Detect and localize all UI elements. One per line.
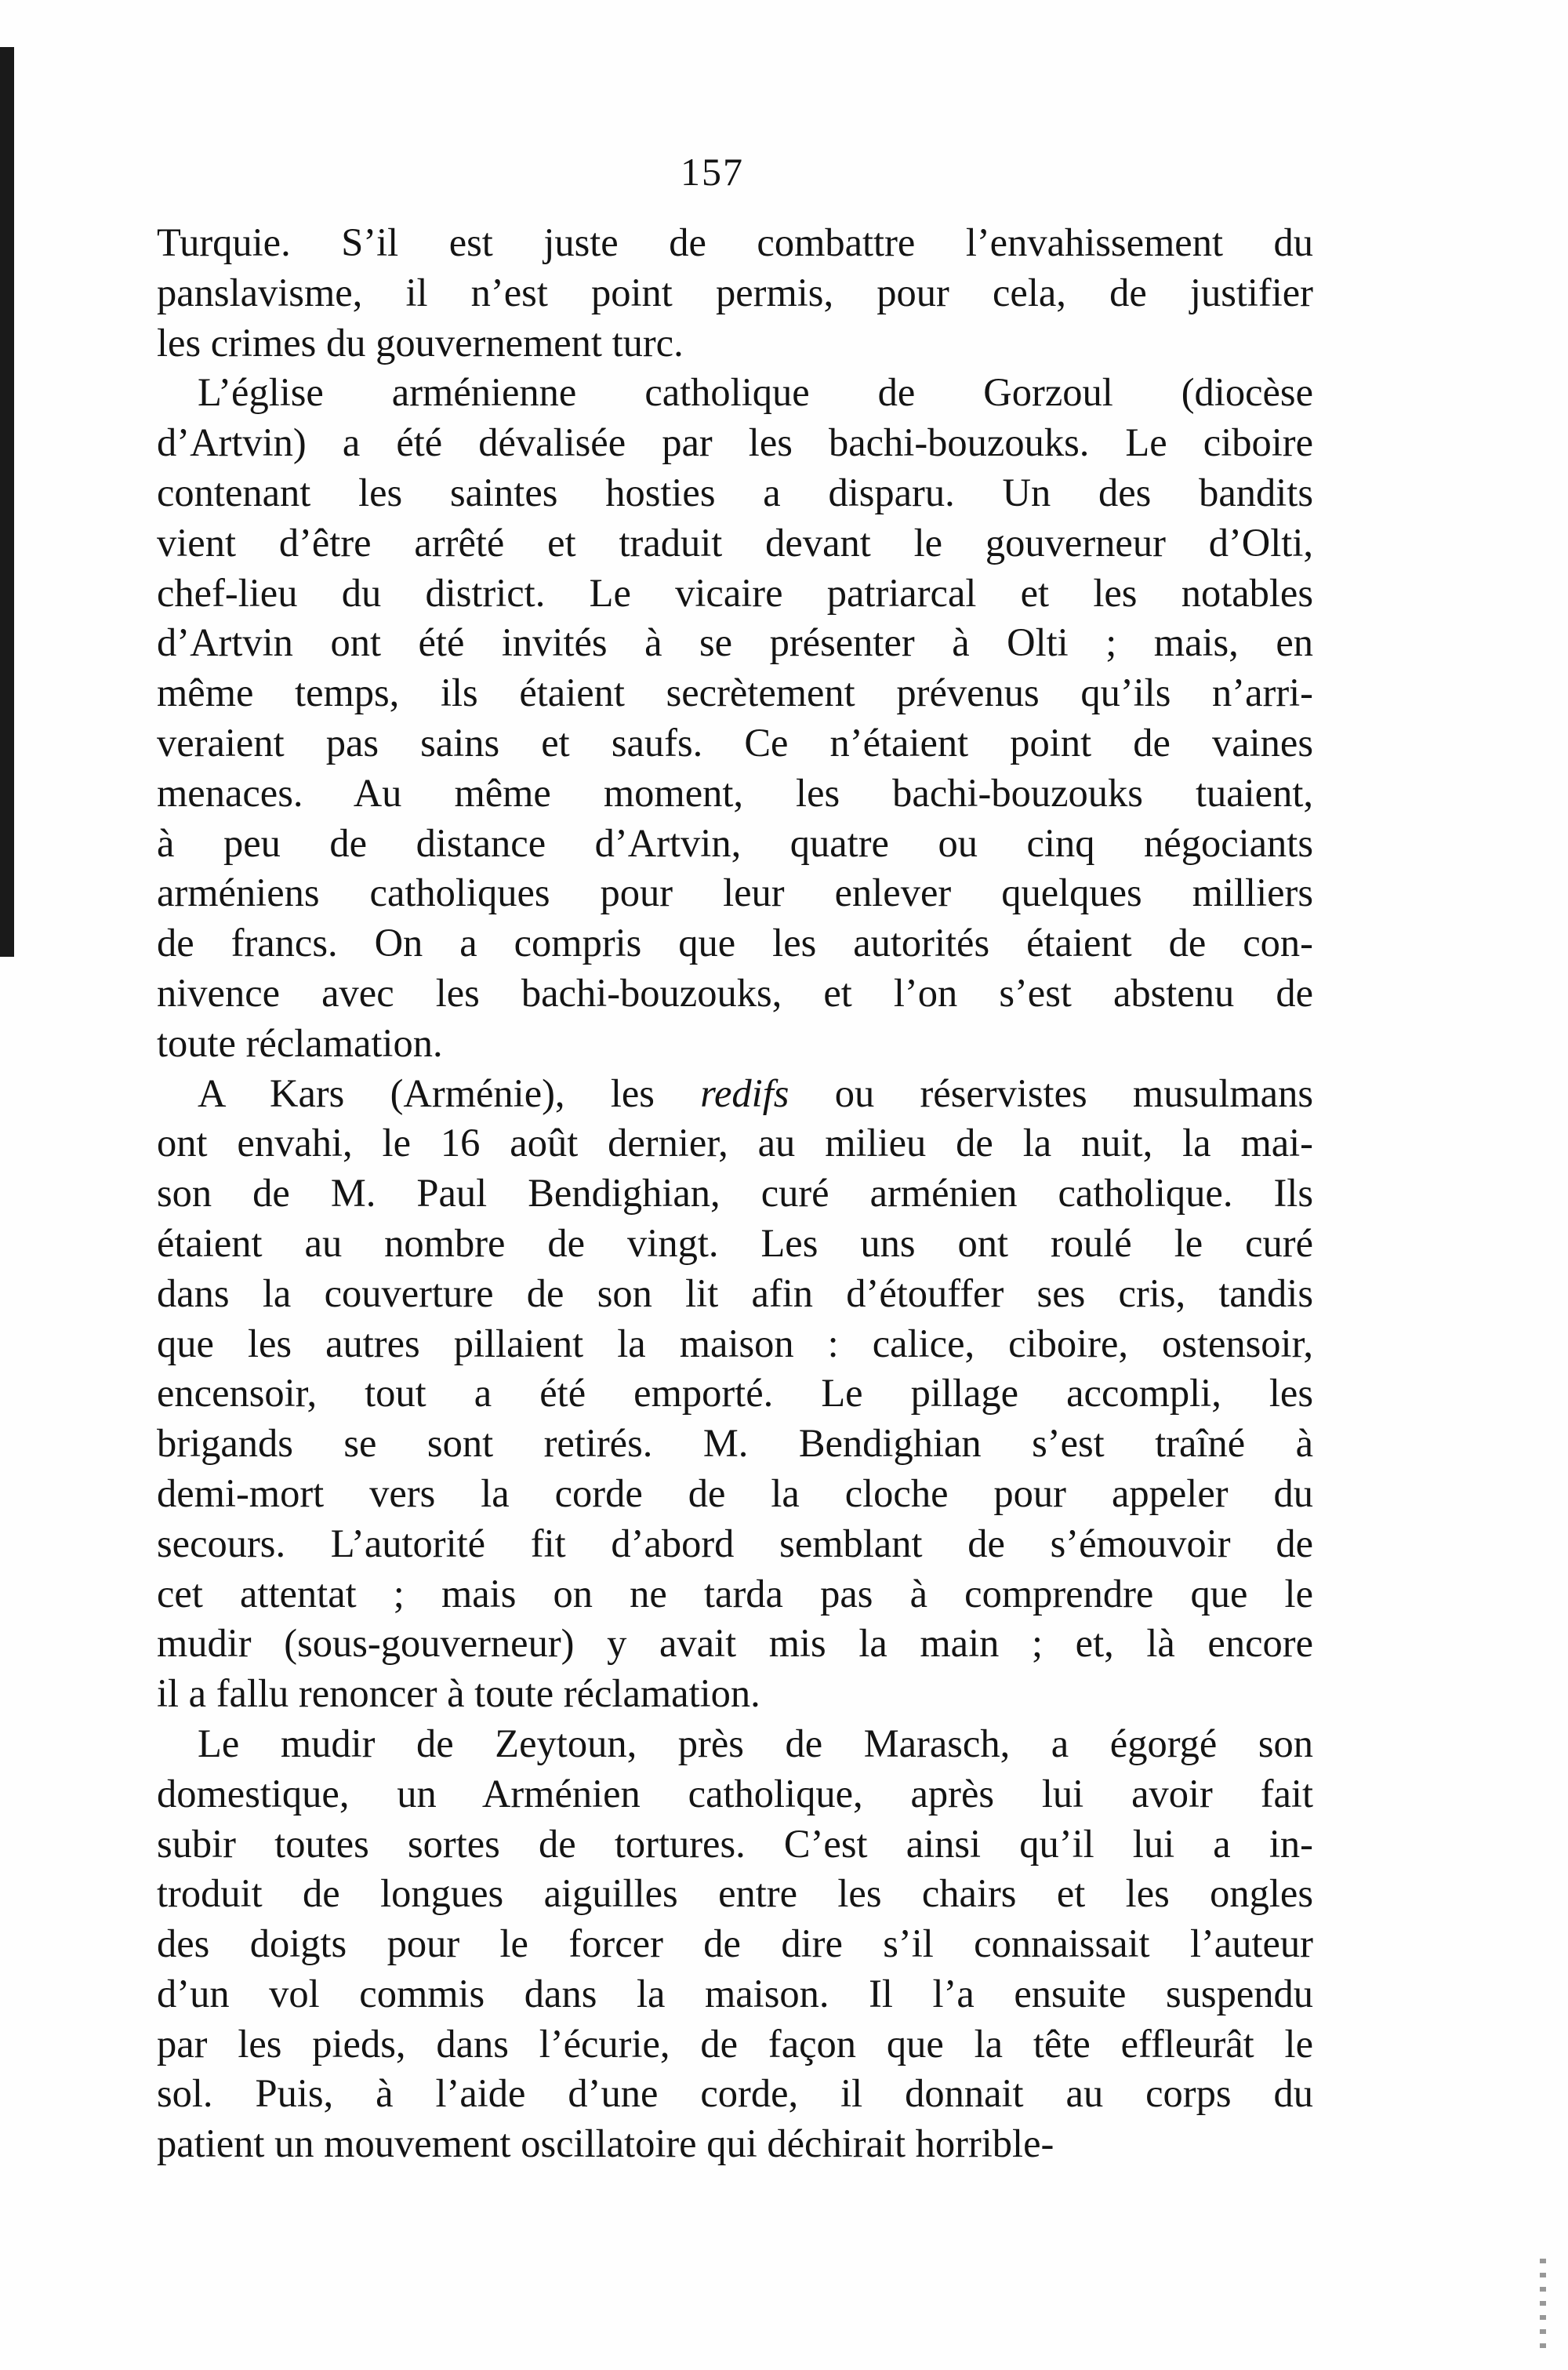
text-line (157, 1369, 1313, 1419)
paragraph (157, 1069, 1313, 1719)
text-run: brigands se sont retirés. M. Bendighian s’est traîné à (157, 1421, 1313, 1466)
text-line (157, 918, 1313, 969)
text-line (157, 318, 1313, 369)
text-line (157, 1619, 1313, 1669)
paragraph (157, 368, 1313, 1068)
text-line (157, 668, 1313, 718)
text-run: cet attentat ; mais on ne tarda pas à comprendre que le (157, 1571, 1313, 1616)
text-line (157, 569, 1313, 619)
text-line (157, 1769, 1313, 1819)
text-line (157, 1869, 1313, 1919)
text-line (157, 518, 1313, 569)
text-line (157, 718, 1313, 769)
text-run: à peu de distance d’Artvin, quatre ou cinq négociants (157, 820, 1313, 865)
scan-edge-marks (1540, 2259, 1546, 2353)
text-run: d’Artvin ont été invités à se présenter à Olti ; mais, en (157, 620, 1313, 665)
text-run: son de M. Paul Bendighian, curé arménien catholique. Ils (157, 1171, 1313, 1216)
text-run: sol. Puis, à l’aide d’une corde, il donnait au corps du (157, 2071, 1313, 2116)
text-run: par les pieds, dans l’écurie, de façon que la tête effleurât le (157, 2021, 1313, 2066)
text-run: demi-mort vers la corde de la cloche pour appeler du (157, 1470, 1313, 1515)
text-line (157, 1519, 1313, 1569)
text-run: il a fallu renoncer à toute réclamation. (157, 1671, 760, 1716)
text-line (157, 868, 1313, 918)
text-line (157, 769, 1313, 819)
text-line (157, 418, 1313, 468)
text-run: secours. L’autorité fit d’abord semblant de s’émouvoir de (157, 1521, 1313, 1565)
text-run: subir toutes sortes de tortures. C’est ainsi qu’il lui a in- (157, 1821, 1313, 1866)
text-run: de francs. On a compris que les autorités étaient de con- (157, 921, 1313, 965)
text-line (157, 819, 1313, 869)
text-line (157, 1819, 1313, 1870)
text-line (157, 1569, 1313, 1619)
text-line (157, 1969, 1313, 2019)
text-line (157, 218, 1313, 268)
paragraph (157, 1719, 1313, 2169)
text-run: domestique, un Arménien catholique, après lui avoir fait (157, 1771, 1313, 1816)
text-run: contenant les saintes hosties a disparu. Un des bandits (157, 470, 1313, 514)
text-run: les crimes du gouvernement turc. (157, 320, 684, 365)
text-line (157, 1219, 1313, 1269)
page-number: 157 (681, 150, 744, 194)
text-run: ou réservistes musulmans (789, 1070, 1313, 1115)
text-line (157, 1719, 1313, 1769)
text-run: que les autres pillaient la maison : calice, ciboire, ostensoir, (157, 1321, 1313, 1365)
text-line (157, 1419, 1313, 1469)
text-run: panslavisme, il n’est point permis, pour cela, de justifier (157, 270, 1313, 314)
text-line (157, 1469, 1313, 1519)
text-run: chef-lieu du district. Le vicaire patriarcal et les notables (157, 570, 1313, 615)
text-run: menaces. Au même moment, les bachi-bouzouks tuaient, (157, 770, 1313, 815)
text-run: arméniens catholiques pour leur enlever quelques milliers (157, 871, 1313, 915)
text-run: A Kars (Arménie), les (198, 1070, 701, 1115)
text-run: même temps, ils étaient secrètement prévenus qu’ils n’arri- (157, 671, 1313, 715)
text-line (157, 1169, 1313, 1219)
text-run: dans la couverture de son lit afin d’étouffer ses cris, tandis (157, 1270, 1313, 1315)
text-run: Le mudir de Zeytoun, près de Marasch, a égorgé son (198, 1721, 1313, 1765)
text-line (157, 2119, 1313, 2169)
text-run: d’un vol commis dans la maison. Il l’a ensuite suspendu (157, 1971, 1313, 2016)
text-line (157, 1319, 1313, 1369)
text-run: patient un mouvement oscillatoire qui déchirait horrible- (157, 2121, 1054, 2166)
text-line (157, 969, 1313, 1019)
text-run: L’église arménienne catholique de Gorzoul (diocèse (198, 370, 1313, 415)
text-line (157, 618, 1313, 668)
text-line (157, 2069, 1313, 2119)
text-line (157, 1669, 1313, 1719)
scan-spine-shadow (0, 47, 14, 957)
text-run: toute réclamation. (157, 1020, 443, 1065)
text-line (157, 268, 1313, 318)
text-run: veraient pas sains et saufs. Ce n’étaient point de vaines (157, 720, 1313, 765)
text-line (157, 1118, 1313, 1169)
text-run: troduit de longues aiguilles entre les chairs et les ongles (157, 1871, 1313, 1916)
text-run: mudir (sous-gouverneur) y avait mis la main ; et, là encore (157, 1621, 1313, 1666)
text-run: Turquie. S’il est juste de combattre l’envahissement du (157, 220, 1313, 264)
text-run: étaient au nombre de vingt. Les uns ont roulé le curé (157, 1220, 1313, 1265)
text-run: des doigts pour le forcer de dire s’il connaissait l’auteur (157, 1921, 1313, 1966)
body-text (157, 218, 1313, 2169)
text-line (157, 1069, 1313, 1119)
text-line (157, 2019, 1313, 2070)
italic-term: redifs (700, 1070, 789, 1115)
text-line (157, 468, 1313, 518)
text-run: encensoir, tout a été emporté. Le pillage accompli, les (157, 1371, 1313, 1416)
text-run: nivence avec les bachi-bouzouks, et l’on s’est abstenu de (157, 970, 1313, 1015)
text-run: vient d’être arrêté et traduit devant le gouverneur d’Olti, (157, 520, 1313, 565)
text-line (157, 368, 1313, 418)
text-line (157, 1269, 1313, 1319)
text-run: d’Artvin) a été dévalisée par les bachi-bouzouks. Le ciboire (157, 420, 1313, 465)
text-line (157, 1919, 1313, 1969)
text-run: ont envahi, le 16 août dernier, au milieu de la nuit, la mai- (157, 1121, 1313, 1165)
paragraph (157, 218, 1313, 368)
text-line (157, 1019, 1313, 1069)
